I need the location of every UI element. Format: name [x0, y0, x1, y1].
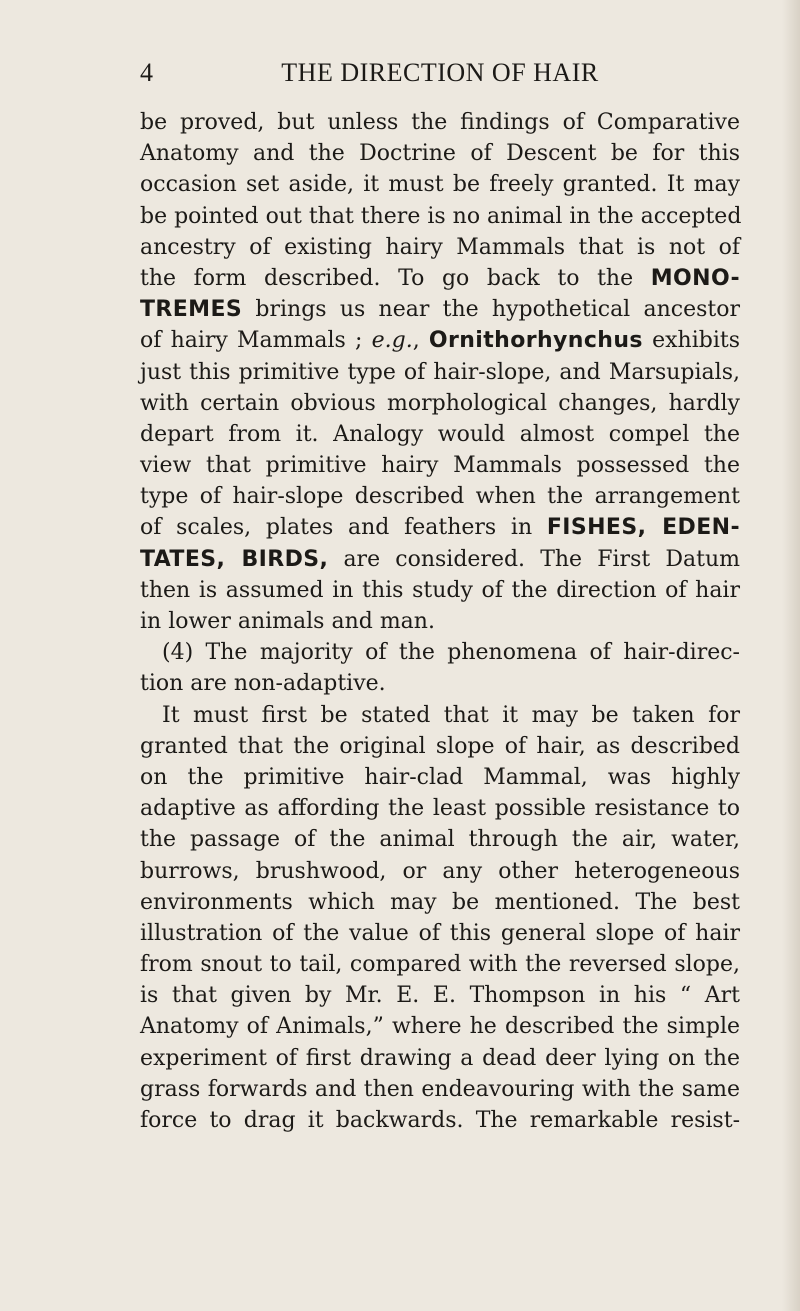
- text-line: [140, 169, 740, 200]
- text-run: Anatomy of Animals,” where he described the simple: [140, 1014, 740, 1040]
- text-line: [140, 325, 740, 356]
- text-run: in lower animals and man.: [140, 609, 435, 634]
- text-run: tion are non-adaptive.: [140, 671, 386, 697]
- text-run: the passage of the animal through the air, water,: [140, 827, 740, 853]
- text-run: depart from it. Analogy would almost compel the: [140, 421, 740, 447]
- text-run: ,: [412, 328, 429, 354]
- text-line: [140, 762, 740, 793]
- taxon-name: TREMES: [140, 297, 243, 323]
- text-line: [140, 793, 740, 824]
- page-header: [140, 58, 740, 98]
- text-line: [140, 949, 740, 980]
- text-run: adaptive as affording the least possible resistance to: [140, 796, 740, 822]
- text-line: [140, 824, 740, 855]
- text-run: Anatomy and the Doctrine of Descent be for this: [140, 141, 740, 167]
- text-run: brings us near the hypothetical ancestor: [242, 297, 740, 323]
- text-line: [140, 357, 740, 388]
- italic-abbreviation: e.g.: [371, 328, 413, 354]
- text-line: [140, 450, 740, 481]
- text-run: with certain obvious morphological changes, hardly: [140, 390, 740, 416]
- text-line: [140, 544, 740, 575]
- text-run: on the primitive hair-clad Mammal, was highly: [140, 764, 740, 790]
- text-run: exhibits: [642, 328, 740, 354]
- text-line: [140, 700, 740, 731]
- text-run: type of hair-slope described when the arrangement: [140, 484, 740, 510]
- taxon-name: TATES, BIRDS,: [140, 546, 329, 572]
- text-line: [140, 232, 740, 263]
- text-line: [140, 263, 740, 294]
- text-run: are considered. The First Datum: [328, 546, 740, 572]
- text-run: view that primitive hairy Mammals possessed the: [140, 453, 740, 479]
- text-run: (4) The majority of the phenomena of hair-direc-: [162, 640, 740, 666]
- text-run: of scales, plates and feathers in: [140, 515, 547, 541]
- text-run: is that given by Mr. E. E. Thompson in his “ Art: [140, 983, 740, 1009]
- text-run: illustration of the value of this general slope of hair: [140, 920, 740, 946]
- taxon-name: MONO-: [650, 265, 740, 291]
- text-run: grass forwards and then endeavouring with the same: [140, 1076, 740, 1102]
- text-line: [140, 107, 740, 138]
- text-run: of hairy Mammals ;: [140, 328, 372, 354]
- text-line: [140, 138, 740, 169]
- text-run: the form described. To go back to the: [140, 265, 651, 291]
- running-head: THE DIRECTION OF HAIR: [281, 58, 599, 87]
- text-run: force to drag it backwards. The remarkable resist-: [140, 1108, 740, 1133]
- text-run: from snout to tail, compared with the reversed slope,: [140, 952, 740, 978]
- text-line: [140, 294, 740, 325]
- text-line: [140, 606, 740, 637]
- text-run: be proved, but unless the findings of Comparative: [140, 110, 740, 135]
- text-line: [140, 419, 740, 450]
- text-line: [140, 668, 740, 699]
- text-run: It must first be stated that it may be taken for: [162, 702, 740, 728]
- genus-name: Ornithorhynchus: [428, 328, 643, 354]
- text-line: [140, 481, 740, 512]
- text-line: [140, 512, 740, 543]
- text-run: ancestry of existing hairy Mammals that is not of: [140, 234, 740, 260]
- page-edge-shadow: [782, 0, 800, 1311]
- text-run: occasion set aside, it must be freely granted. It may: [140, 172, 740, 198]
- page-number: 4: [140, 58, 154, 87]
- text-line: [140, 1105, 740, 1136]
- text-line: [140, 856, 740, 887]
- text-run: burrows, brushwood, or any other heterogeneous: [140, 858, 740, 884]
- text-line: [140, 1043, 740, 1074]
- text-run: just this primitive type of hair-slope, and Marsupials,: [140, 359, 740, 385]
- text-line: [140, 1074, 740, 1105]
- text-line: [140, 980, 740, 1011]
- text-run: granted that the original slope of hair, as described: [140, 733, 740, 759]
- text-line: [140, 1011, 740, 1042]
- body-text: [140, 107, 740, 1136]
- text-run: environments which may be mentioned. The best: [140, 889, 740, 915]
- text-run: be pointed out that there is no animal in the accepted: [140, 203, 742, 229]
- text-run: experiment of first drawing a dead deer lying on the: [140, 1045, 740, 1071]
- text-line: [140, 575, 740, 606]
- text-line: [140, 637, 740, 668]
- text-line: [140, 887, 740, 918]
- taxon-name: FISHES, EDEN-: [546, 515, 740, 541]
- text-line: [140, 388, 740, 419]
- text-line: [140, 201, 740, 232]
- text-run: then is assumed in this study of the direction of hair: [140, 577, 740, 603]
- text-line: [140, 918, 740, 949]
- text-line: [140, 731, 740, 762]
